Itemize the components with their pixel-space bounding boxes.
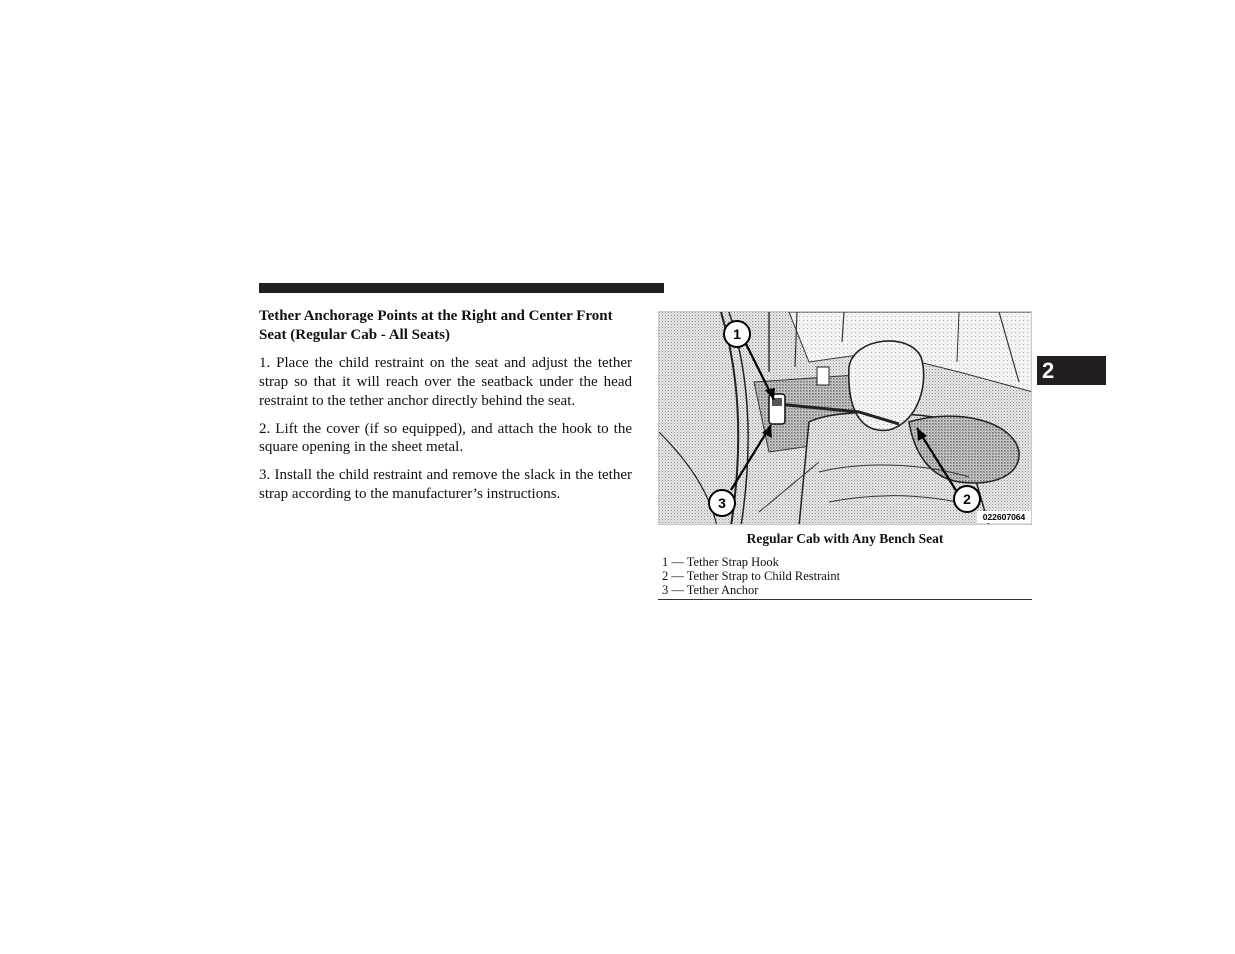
step-paragraph-2: 2. Lift the cover (if so equipped), and attach the hook to the square opening in the sheet metal. bbox=[259, 420, 632, 456]
chapter-tab: 2 bbox=[1037, 356, 1106, 385]
legend-item-1: 1 — Tether Strap Hook bbox=[662, 555, 779, 569]
step-paragraph-3: 3. Install the child restraint and remove the slack in the tether strap according to the manufacturer’s instructions. bbox=[259, 466, 632, 502]
callout-2 bbox=[954, 486, 980, 512]
figure-code: 022607064 bbox=[982, 512, 1026, 522]
figure-legend bbox=[662, 555, 1032, 597]
svg-text:1: 1 bbox=[733, 326, 741, 342]
svg-text:2: 2 bbox=[963, 491, 971, 507]
text-column bbox=[259, 307, 632, 512]
legend-bottom-rule bbox=[658, 599, 1032, 600]
legend-item-2: 2 — Tether Strap to Child Restraint bbox=[662, 569, 841, 583]
section-top-rule bbox=[259, 283, 664, 293]
callout-3 bbox=[709, 490, 735, 516]
legend-item-3: 3 — Tether Anchor bbox=[662, 583, 759, 597]
step-paragraph-1: 1. Place the child restraint on the seat and adjust the tether strap so that it will reach over the seatback under the head restraint to the tether anchor directly behind the seat. bbox=[259, 355, 632, 409]
callout-1 bbox=[724, 321, 750, 347]
section-heading: Tether Anchorage Points at the Right and Center Front Seat (Regular Cab - All Seats) bbox=[259, 308, 613, 343]
tether-illustration bbox=[658, 311, 1032, 525]
figure-caption: Regular Cab with Any Bench Seat bbox=[746, 531, 944, 546]
svg-text:3: 3 bbox=[718, 495, 726, 511]
